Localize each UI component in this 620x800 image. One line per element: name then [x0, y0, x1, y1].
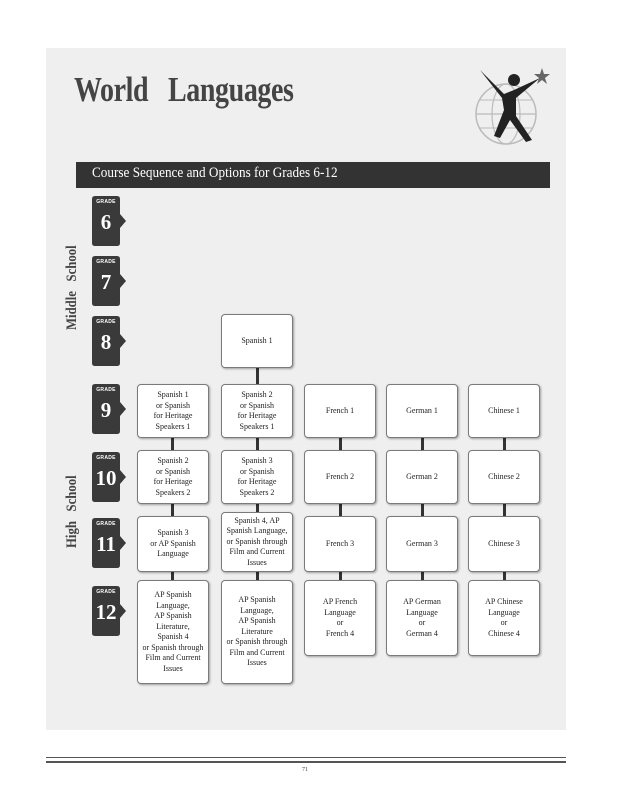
course-french-grade-10: French 2: [304, 450, 376, 504]
page-number: 71: [302, 767, 308, 773]
course-french-grade-9: French 1: [304, 384, 376, 438]
grade-7-badge: GRADE 7: [92, 256, 128, 306]
course-spanish-1-grade-8: Spanish 1: [221, 314, 293, 368]
course-spanish-b-grade-11: Spanish 4, AP Spanish Language, or Spanish through Film and Current Issues: [221, 512, 293, 572]
course-chinese-grade-12: AP Chinese Language or Chinese 4: [468, 580, 540, 656]
connector: [171, 502, 174, 516]
grade-8-badge: GRADE 8: [92, 316, 128, 366]
course-spanish-b-grade-10: Spanish 3 or Spanish for Heritage Speakers 2: [221, 450, 293, 504]
connector: [503, 502, 506, 516]
course-spanish-a-grade-12: AP Spanish Language, AP Spanish Literature, Spanish 4 or Spanish through Film and Current Issues: [137, 580, 209, 684]
course-chinese-grade-10: Chinese 2: [468, 450, 540, 504]
connector: [421, 436, 424, 450]
course-spanish-a-grade-10: Spanish 2 or Spanish for Heritage Speakers 2: [137, 450, 209, 504]
course-german-grade-12: AP German Language or German 4: [386, 580, 458, 656]
title-word-world: World: [74, 70, 149, 109]
connector: [503, 436, 506, 450]
course-german-grade-9: German 1: [386, 384, 458, 438]
connector: [339, 502, 342, 516]
grade-6-badge: GRADE 6: [92, 196, 128, 246]
middle-school-label: Middle School: [64, 245, 80, 330]
connector: [421, 502, 424, 516]
footer-rule: [46, 761, 566, 763]
course-spanish-a-grade-9: Spanish 1 or Spanish for Heritage Speakers 1: [137, 384, 209, 438]
banner-title: Course Sequence and Options for Grades 6-12: [92, 165, 338, 181]
connector: [256, 436, 259, 450]
course-french-grade-12: AP French Language or French 4: [304, 580, 376, 656]
grade-10-badge: GRADE 10: [92, 452, 128, 502]
course-spanish-b-grade-12: AP Spanish Language, AP Spanish Literature or Spanish through Film and Current Issues: [221, 580, 293, 684]
course-french-grade-11: French 3: [304, 516, 376, 572]
grade-9-badge: GRADE 9: [92, 384, 128, 434]
footer-rule: [46, 757, 566, 758]
course-german-grade-10: German 2: [386, 450, 458, 504]
course-german-grade-11: German 3: [386, 516, 458, 572]
connector: [256, 366, 259, 384]
course-spanish-b-grade-9: Spanish 2 or Spanish for Heritage Speakers 1: [221, 384, 293, 438]
connector: [171, 436, 174, 450]
grade-12-badge: GRADE 12: [92, 586, 128, 636]
course-chinese-grade-11: Chinese 3: [468, 516, 540, 572]
title-word-languages: Languages: [168, 70, 294, 109]
world-languages-logo-icon: [470, 64, 552, 150]
high-school-label: High School: [64, 475, 80, 548]
course-chinese-grade-9: Chinese 1: [468, 384, 540, 438]
connector: [339, 436, 342, 450]
course-spanish-a-grade-11: Spanish 3 or AP Spanish Language: [137, 516, 209, 572]
grade-11-badge: GRADE 11: [92, 518, 128, 568]
